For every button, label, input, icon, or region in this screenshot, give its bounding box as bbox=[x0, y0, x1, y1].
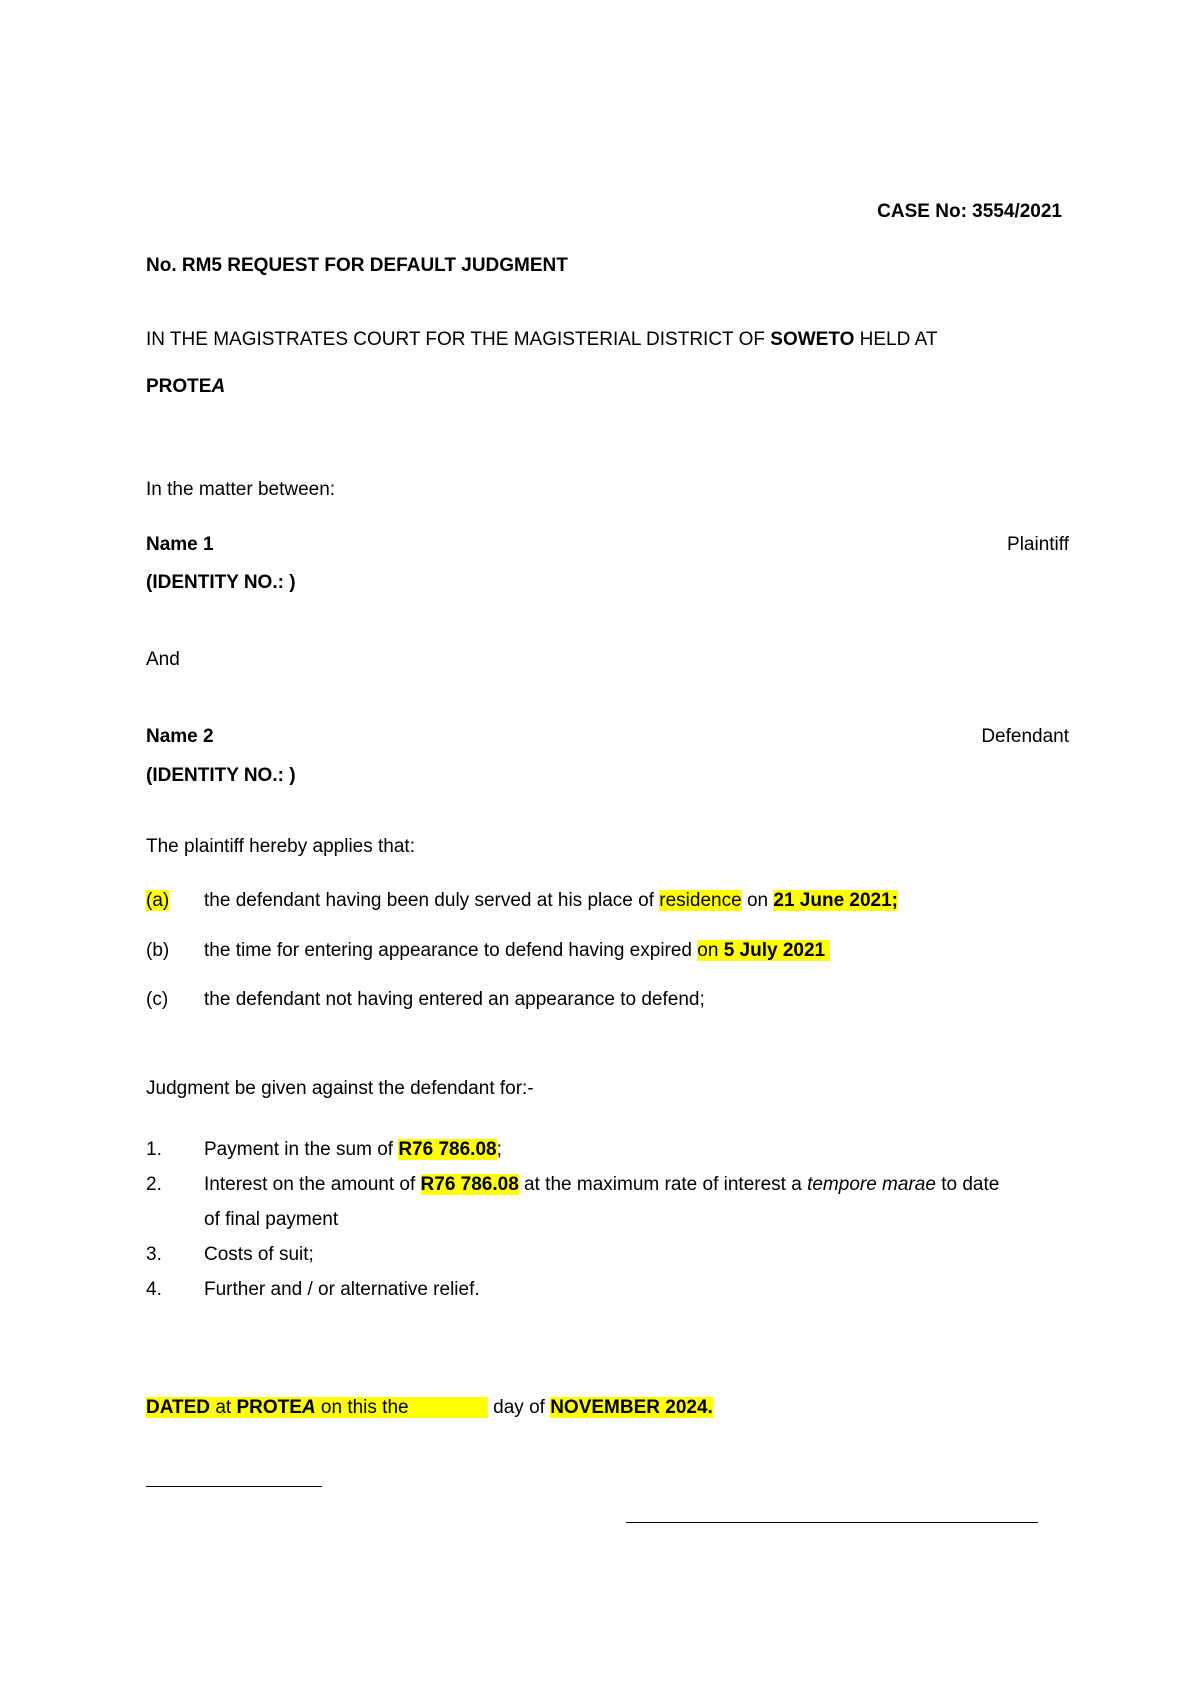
relief-2-text1: Interest on the amount of bbox=[204, 1174, 421, 1195]
court-heading bbox=[146, 328, 937, 352]
relief-2-line2: of final payment bbox=[204, 1209, 339, 1230]
condition-b-text1: the time for entering appearance to defend having expired bbox=[204, 940, 698, 961]
dated-day-blank bbox=[414, 1395, 488, 1417]
relief-2-number: 2. bbox=[146, 1174, 162, 1195]
condition-b-on bbox=[697, 940, 830, 961]
condition-a-text1: the defendant having been duly served at his place of bbox=[204, 890, 660, 911]
dated-day-of: day of bbox=[493, 1397, 551, 1418]
applies-intro: The plaintiff hereby applies that: bbox=[146, 836, 415, 857]
court-place-end: A bbox=[211, 376, 226, 397]
relief-1-text1: Payment in the sum of bbox=[204, 1139, 399, 1160]
condition-a-text2: on bbox=[741, 890, 774, 911]
court-place bbox=[146, 375, 225, 399]
court-district: SOWETO bbox=[770, 329, 855, 350]
relief-4-text: Further and / or alternative relief. bbox=[204, 1279, 480, 1300]
dated-line bbox=[146, 1395, 713, 1420]
dated-month-year: NOVEMBER 2024. bbox=[550, 1397, 713, 1418]
relief-1-amount: R76 786.08 bbox=[398, 1139, 497, 1160]
relief-2-text3: to date bbox=[935, 1174, 1000, 1195]
court-held-at: HELD AT bbox=[854, 329, 938, 350]
dated-on-this-the: on this the bbox=[315, 1397, 414, 1418]
relief-3-text: Costs of suit; bbox=[204, 1244, 314, 1265]
condition-c-label: (c) bbox=[146, 989, 169, 1010]
condition-b-label: (b) bbox=[146, 940, 170, 961]
relief-2-text2: at the maximum rate of interest a bbox=[518, 1174, 808, 1195]
condition-b-date: 5 July 2021 bbox=[723, 940, 826, 961]
court-place-main: PROTE bbox=[146, 376, 212, 397]
dated-word: DATED bbox=[146, 1397, 211, 1418]
and-text: And bbox=[146, 649, 180, 670]
relief-3-number: 3. bbox=[146, 1244, 162, 1265]
condition-b-on-text: on bbox=[697, 940, 724, 961]
condition-a-residence: residence bbox=[659, 890, 742, 911]
matter-between: In the matter between: bbox=[146, 479, 336, 500]
condition-c-text: the defendant not having entered an appearance to defend; bbox=[204, 989, 705, 1010]
plaintiff-name: Name 1 bbox=[146, 534, 214, 555]
case-number: CASE No: 3554/2021 bbox=[877, 201, 1062, 222]
judgment-intro: Judgment be given against the defendant for:- bbox=[146, 1078, 534, 1099]
relief-4-number: 4. bbox=[146, 1279, 162, 1300]
signature-line-right bbox=[626, 1522, 1038, 1523]
defendant-name: Name 2 bbox=[146, 726, 214, 747]
plaintiff-role: Plaintiff bbox=[1007, 534, 1069, 555]
condition-a-text bbox=[204, 889, 898, 913]
dated-highlight bbox=[146, 1397, 488, 1418]
defendant-identity: (IDENTITY NO.: ) bbox=[146, 765, 296, 786]
form-title: No. RM5 REQUEST FOR DEFAULT JUDGMENT bbox=[146, 255, 568, 276]
dated-place-end: A bbox=[301, 1397, 316, 1418]
relief-1-text2: ; bbox=[496, 1139, 502, 1160]
relief-2-text bbox=[204, 1173, 999, 1197]
relief-1-text bbox=[204, 1138, 502, 1162]
dated-place-main: PROTE bbox=[236, 1397, 302, 1418]
relief-2-latin: tempore marae bbox=[807, 1174, 936, 1195]
signature-line-left bbox=[146, 1486, 322, 1487]
condition-a-label bbox=[146, 889, 169, 913]
condition-b-text bbox=[204, 939, 830, 963]
court-prefix: IN THE MAGISTRATES COURT FOR THE MAGISTERIAL DISTRICT OF bbox=[146, 329, 771, 350]
plaintiff-identity: (IDENTITY NO.: ) bbox=[146, 572, 296, 593]
relief-1-number: 1. bbox=[146, 1139, 162, 1160]
condition-a-label-text: (a) bbox=[146, 890, 170, 911]
defendant-role: Defendant bbox=[981, 726, 1069, 747]
dated-at: at bbox=[210, 1397, 237, 1418]
relief-2-amount: R76 786.08 bbox=[420, 1174, 519, 1195]
condition-a-date: 21 June 2021; bbox=[773, 890, 899, 911]
